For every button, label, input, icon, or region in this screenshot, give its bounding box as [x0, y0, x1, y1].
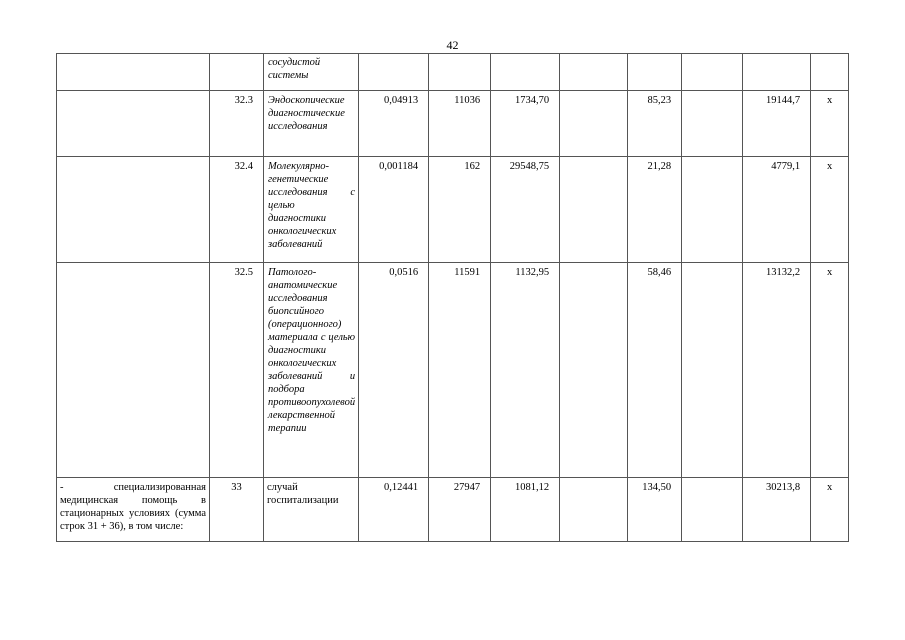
cell-row-no [210, 54, 264, 91]
cell-value: 29548,75 [491, 157, 560, 263]
cell-value: х [811, 91, 849, 157]
cell-name: - специализированная медицинская помощь в стационарных условиях (сумма строк 31 + 36), в том числе: [57, 478, 210, 542]
cell-value [743, 54, 811, 91]
cell-unit: сосудистой системы [264, 54, 359, 91]
cell-name [57, 91, 210, 157]
cell-row-no: 32.4 [210, 157, 264, 263]
cell-unit: Молекулярно-генетические исследования с целью диагностики онкологических заболеваний [264, 157, 359, 263]
cell-value: 162 [429, 157, 491, 263]
cell-value: 1132,95 [491, 263, 560, 478]
cell-value [682, 157, 743, 263]
cell-value: 13132,2 [743, 263, 811, 478]
cell-value: 21,28 [628, 157, 682, 263]
cell-row-no: 32.3 [210, 91, 264, 157]
cell-value [682, 54, 743, 91]
cell-value [491, 54, 560, 91]
cell-value: 19144,7 [743, 91, 811, 157]
cell-value [560, 91, 628, 157]
cell-value: 4779,1 [743, 157, 811, 263]
cell-name [57, 263, 210, 478]
cell-value [560, 157, 628, 263]
cell-value: 0,12441 [359, 478, 429, 542]
cell-value [429, 54, 491, 91]
cell-value [560, 478, 628, 542]
table-row [57, 91, 849, 157]
data-table [56, 53, 849, 542]
cell-value [359, 54, 429, 91]
cell-value [811, 54, 849, 91]
page-number: 42 [446, 38, 459, 52]
table-row [57, 263, 849, 478]
cell-value: х [811, 157, 849, 263]
cell-value: х [811, 478, 849, 542]
cell-value: 11036 [429, 91, 491, 157]
cell-value: 1081,12 [491, 478, 560, 542]
cell-value: 58,46 [628, 263, 682, 478]
cell-name [57, 54, 210, 91]
cell-value: 85,23 [628, 91, 682, 157]
cell-value: х [811, 263, 849, 478]
cell-value: 0,04913 [359, 91, 429, 157]
cell-unit: Патолого-анатомические исследования биопсийного (операционного) материала с целью диагностики онкологических заболеваний и подбора противоопухолевой лекарственной терапии [264, 263, 359, 478]
cell-value: 0,0516 [359, 263, 429, 478]
cell-value [560, 54, 628, 91]
table-row [57, 54, 849, 91]
cell-value: 30213,8 [743, 478, 811, 542]
cell-value: 11591 [429, 263, 491, 478]
cell-name [57, 157, 210, 263]
cell-value [682, 263, 743, 478]
cell-row-no: 32.5 [210, 263, 264, 478]
cell-value: 1734,70 [491, 91, 560, 157]
cell-value [682, 478, 743, 542]
cell-value [560, 263, 628, 478]
cell-row-no: 33 [210, 478, 264, 542]
cell-value: 0,001184 [359, 157, 429, 263]
cell-value [628, 54, 682, 91]
table-row [57, 157, 849, 263]
cell-value: 134,50 [628, 478, 682, 542]
cell-value [682, 91, 743, 157]
table-row [57, 478, 849, 542]
cell-value: 27947 [429, 478, 491, 542]
cell-unit: Эндоскопические диагностические исследования [264, 91, 359, 157]
cell-unit: случай госпитализации [264, 478, 359, 542]
